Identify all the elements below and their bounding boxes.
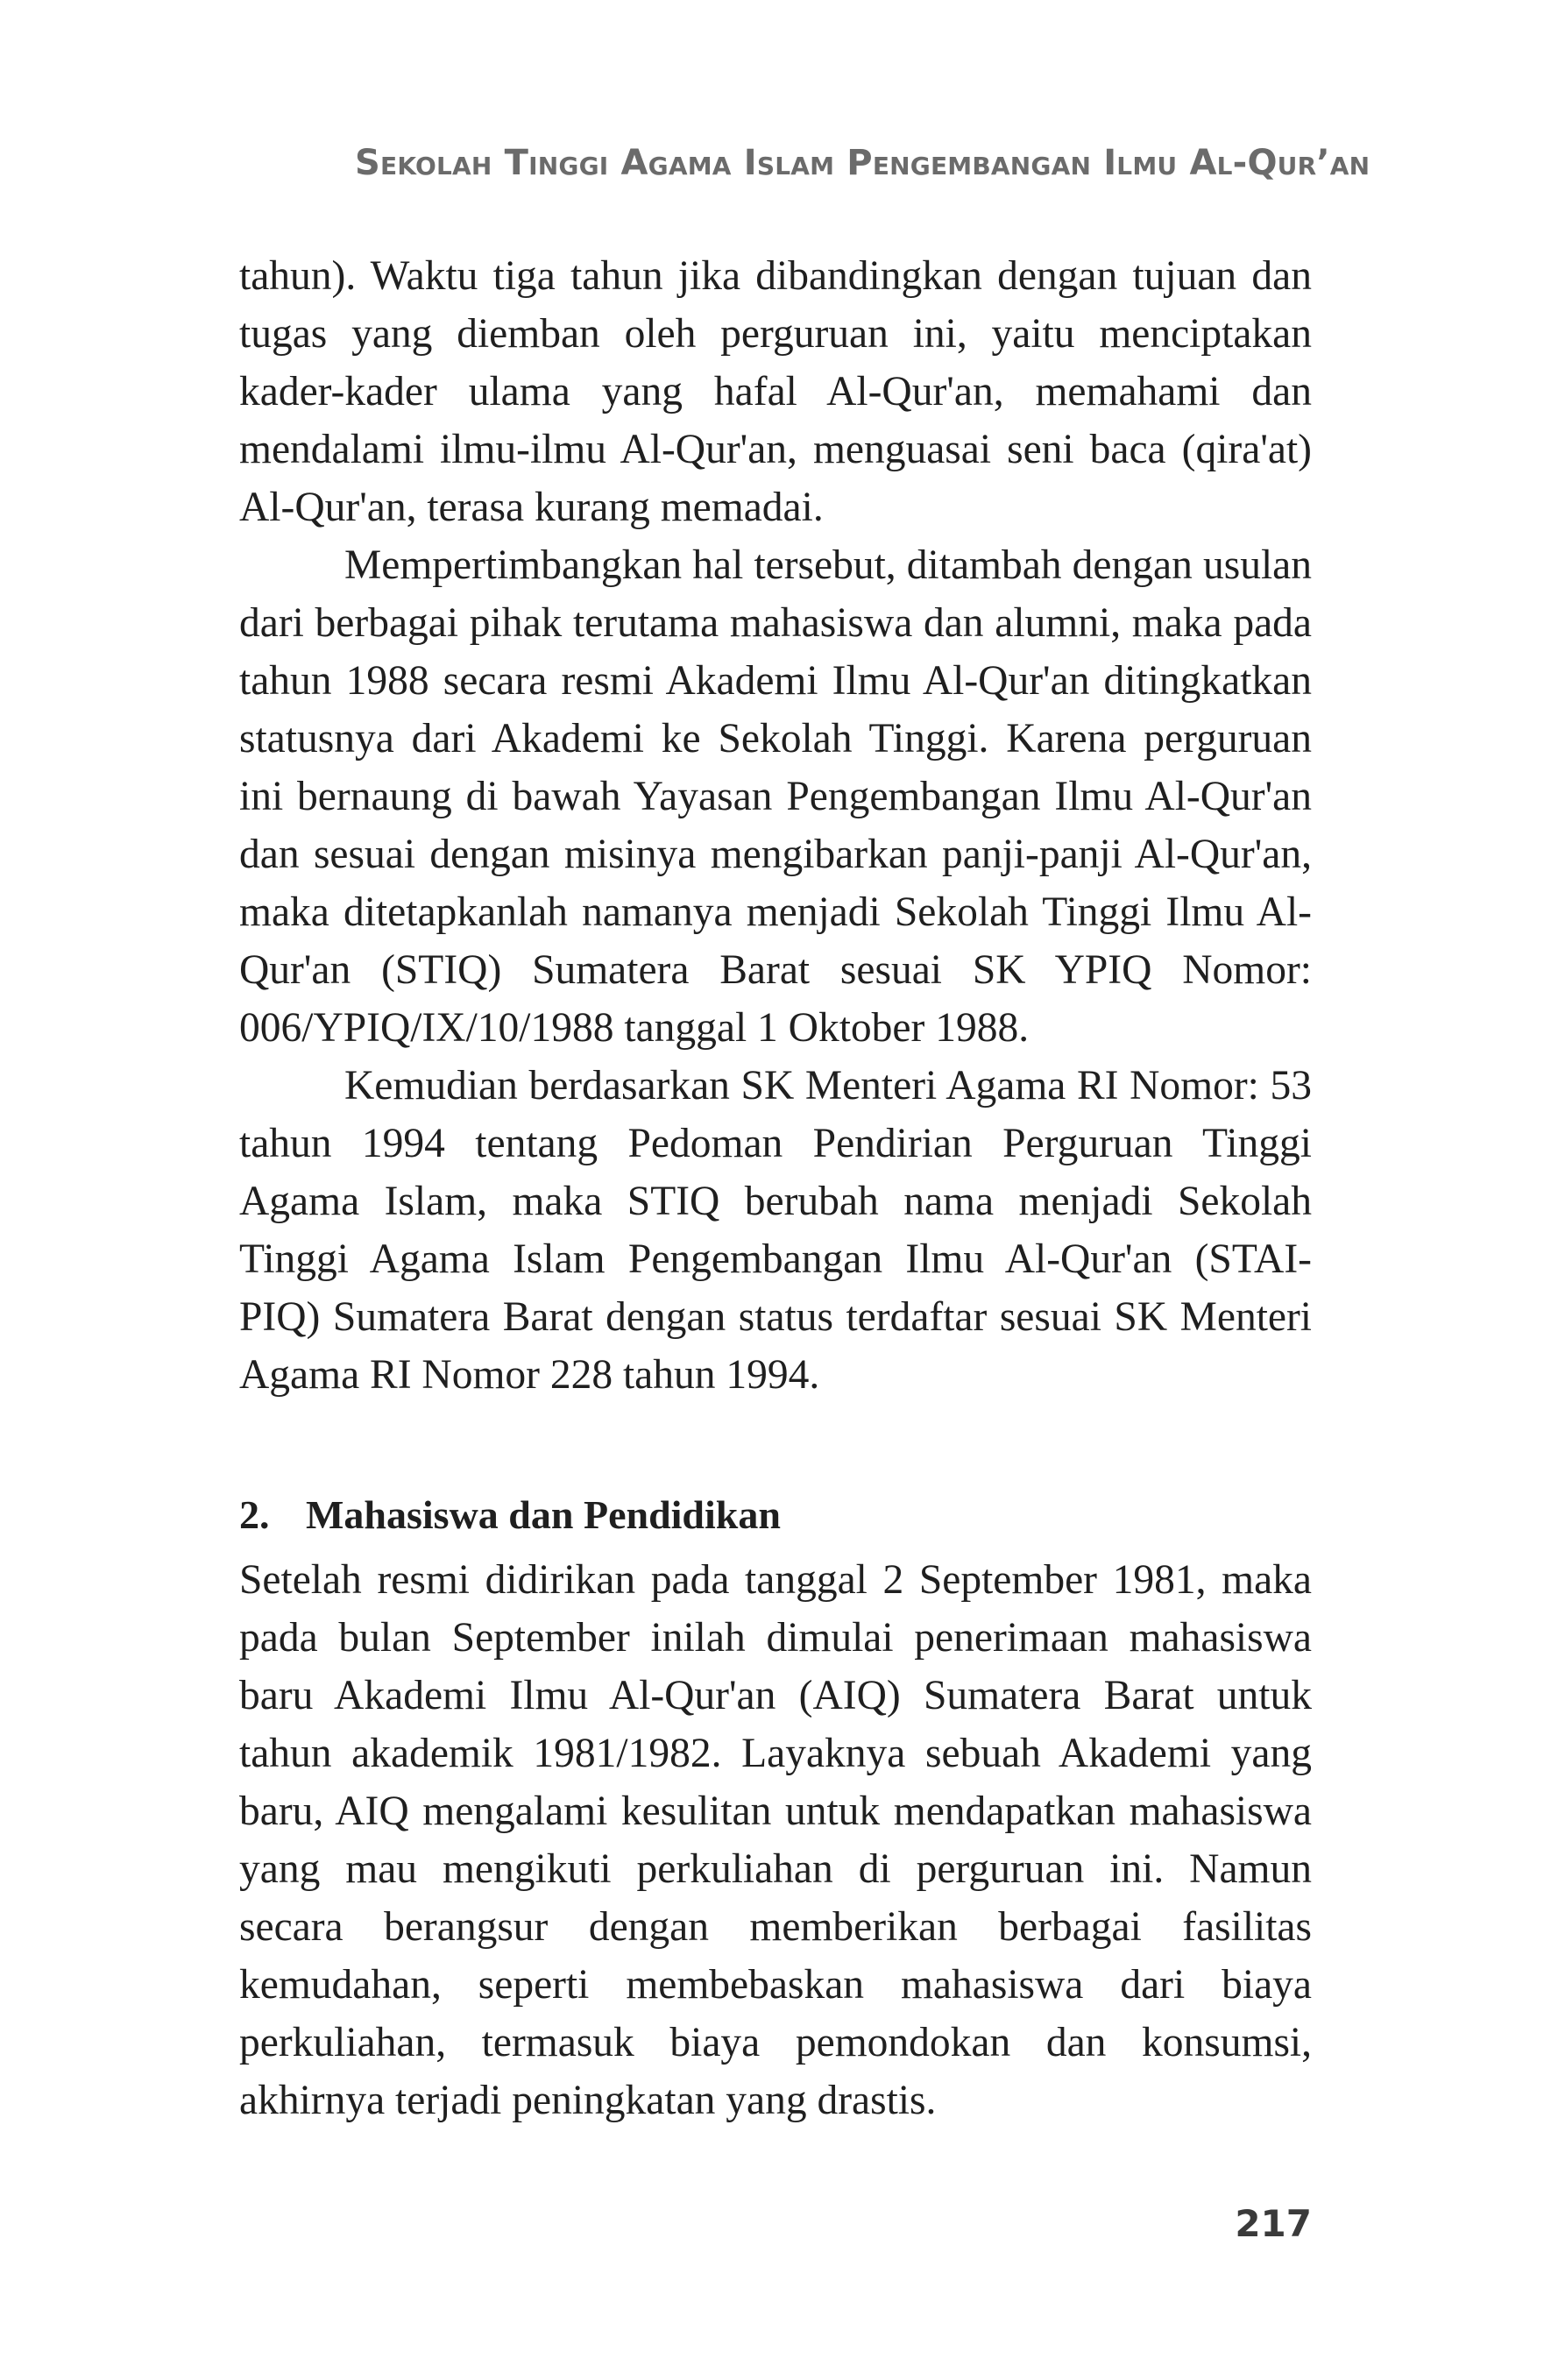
paragraph-continuation: tahun). Waktu tiga tahun jika dibandingkan dengan tujuan dan tugas yang diemban oleh perguruan ini, yaitu menciptakan kader-kader ulama yang hafal Al-Qur'an, memahami dan mendalami ilmu-ilmu Al-Qur'an, menguasai seni baca (qira'at) Al-Qur'an, terasa kurang memadai. — [239, 253, 1312, 530]
body-text-section — [239, 1551, 1312, 2129]
section-heading — [239, 1489, 781, 1541]
page-number: 217 — [1235, 2202, 1312, 2245]
section-title: Mahasiswa dan Pendidikan — [306, 1492, 781, 1537]
section-number: 2. — [239, 1492, 270, 1537]
paragraph-staipiq: Kemudian berdasarkan SK Menteri Agama RI Nomor: 53 tahun 1994 tentang Pedoman Pendirian Perguruan Tinggi Agama Islam, maka STIQ berubah nama menjadi Sekolah Tinggi Agama Islam Pengembangan Ilmu Al-Qur'an (STAI-PIQ) Sumatera Barat dengan status terdaftar sesuai SK Menteri Agama RI Nomor 228 tahun 1994. — [239, 1063, 1312, 1398]
paragraph-mahasiswa: Setelah resmi didirikan pada tanggal 2 September 1981, maka pada bulan September inilah dimulai penerimaan mahasiswa baru Akademi Ilmu Al-Qur'an (AIQ) Sumatera Barat untuk tahun akademik 1981/1982. Layaknya sebuah Akademi yang baru, AIQ mengalami kesulitan untuk mendapatkan mahasiswa yang mau mengikuti perkuliahan di perguruan ini. Namun secara berangsur dengan memberikan berbagai fasilitas kemudahan, seperti membebaskan mahasiswa dari biaya perkuliahan, termasuk biaya pemondokan dan konsumsi, akhirnya terjadi peningkatan yang drastis. — [239, 1557, 1312, 2123]
body-text-top — [239, 247, 1312, 1404]
paragraph-stiq: Mempertimbangkan hal tersebut, ditambah dengan usulan dari berbagai pihak terutama mahasiswa dan alumni, maka pada tahun 1988 secara resmi Akademi Ilmu Al-Qur'an ditingkatkan statusnya dari Akademi ke Sekolah Tinggi. Karena perguruan ini bernaung di bawah Yayasan Pengembangan Ilmu Al-Qur'an dan sesuai dengan misinya mengibarkan panji-panji Al-Qur'an, maka ditetapkanlah namanya menjadi Sekolah Tinggi Ilmu Al-Qur'an (STIQ) Sumatera Barat sesuai SK YPIQ Nomor: 006/YPIQ/IX/10/1988 tanggal 1 Oktober 1988. — [239, 542, 1312, 1051]
running-head: Sekolah Tinggi Agama Islam Pengembangan Ilmu Al-Qur’an — [355, 143, 1370, 183]
